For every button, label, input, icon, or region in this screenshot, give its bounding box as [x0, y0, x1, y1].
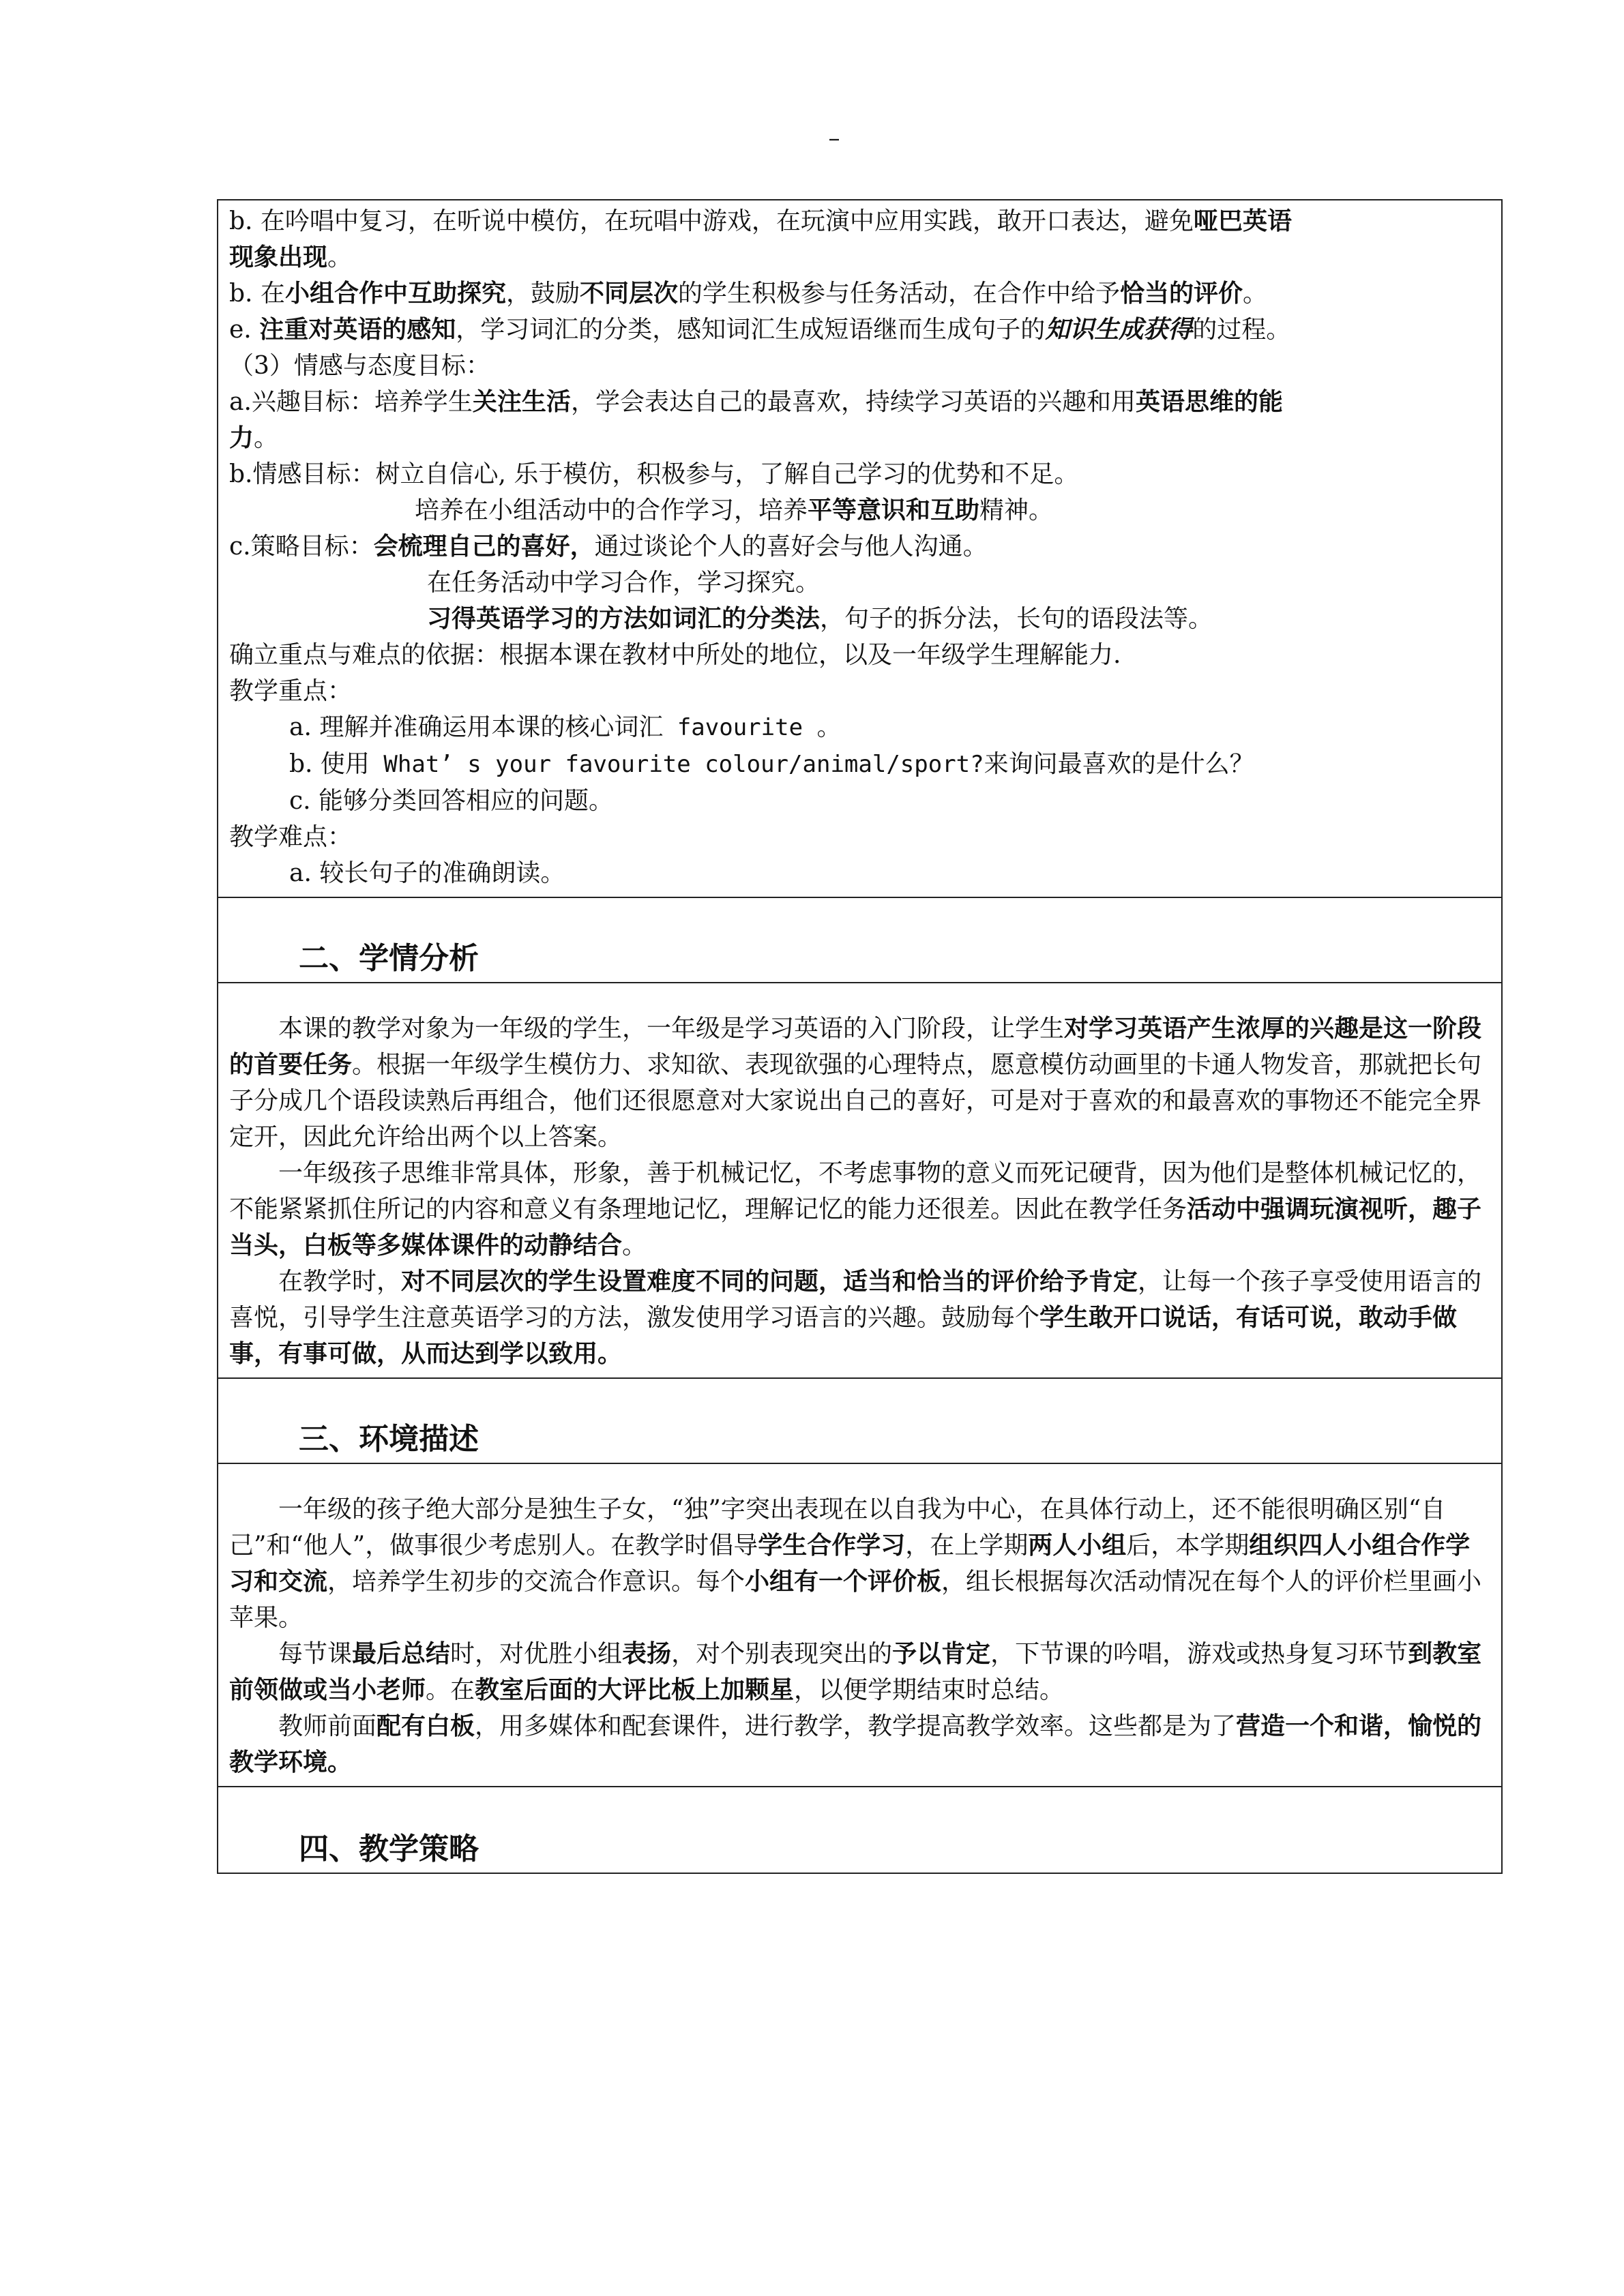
- bold-text: 不同层次: [579, 279, 678, 308]
- paragraph: [229, 1708, 1490, 1780]
- key-point-a: [229, 709, 1490, 746]
- difficult-points-title: 教学难点：: [229, 823, 353, 851]
- text: ，用多媒体和配套课件，进行教学，教学提高教学效率。这些都是为了: [475, 1712, 1237, 1740]
- key-point-c: c. 能够分类回答相应的问题。: [289, 787, 614, 815]
- bold-text: 小组有一个评价板: [745, 1567, 942, 1596]
- paragraph: [229, 1011, 1490, 1155]
- text: 教师前面: [278, 1712, 377, 1740]
- environment-cell: [218, 1464, 1501, 1787]
- text: ，培养学生初步的交流合作意识。每个: [327, 1568, 745, 1596]
- paragraph: [229, 1264, 1490, 1372]
- difficult-point-a: a. 较长句子的准确朗读。: [289, 859, 565, 887]
- bold-text: 教室后面的大评比板上加颗星: [475, 1675, 795, 1704]
- bold-text: 注重对英语的感知: [259, 315, 456, 344]
- text: 。: [1243, 280, 1268, 308]
- bold-text: 学生敢开口说话，有话可说，敢动手做事，有事可做，从而达到学以致用。: [229, 1303, 1458, 1368]
- text: 。: [254, 424, 279, 452]
- student-analysis-cell: [218, 983, 1501, 1379]
- text: 来询问最喜欢的是什么？: [984, 750, 1254, 778]
- text: ，鼓励: [505, 280, 580, 308]
- key-point-b: [229, 746, 1490, 783]
- bold-text: 两人小组: [1028, 1531, 1127, 1560]
- bold-text: 营造一个和谐，愉悦的教学环境。: [229, 1712, 1482, 1776]
- objective-line-e: [229, 312, 1490, 348]
- text: a. 理解并准确运用本课的核心词汇: [289, 713, 664, 741]
- text: 培养在小组活动中的合作学习，培养: [415, 496, 808, 524]
- text: e.: [229, 316, 260, 344]
- text: 本课的教学对象为一年级的学生，一年级是学习英语的入门阶段，让学生: [278, 1015, 1065, 1043]
- basis-line: 确立重点与难点的依据：根据本课在教材中所处的地位，以及一年级学生理解能力.: [229, 641, 1121, 669]
- bold-text: 组织四人小组合作学习和交流: [229, 1531, 1471, 1596]
- text: 一年级的孩子绝大部分是独生子女，“独”字突出表现在以自我为中心，在具体行动上，还不能很明确区别“自己”和“他人”，做事很少考虑别人。在教学时倡导: [229, 1495, 1446, 1560]
- bold-text: 活动中强调玩演视听，趣子当头，白板等多媒体课件的动静结合: [229, 1195, 1482, 1259]
- text: b. 使用: [289, 750, 370, 778]
- bold-text: 对学习英语产生浓厚的兴趣是这一阶段的首要任务: [229, 1014, 1482, 1079]
- text: 一年级孩子思维非常具体，形象，善于机械记忆，不考虑事物的意义而死记硬背，因为他们是整体机械记忆的，不能紧紧抓住所记的内容和意义有条理地记忆，理解记忆的能力还很差。因此在教学任务: [229, 1159, 1482, 1223]
- strategy-goal-2: 在任务活动中学习合作，学习探究。: [427, 569, 821, 597]
- text: 。: [327, 243, 353, 271]
- text: 后，本学期: [1126, 1532, 1250, 1560]
- bold-text: 到教室前领做或当小老师: [229, 1639, 1482, 1704]
- strategy-goal-3: [229, 601, 1490, 637]
- text: c.策略目标：: [229, 533, 374, 561]
- section-heading: 四、教学策略: [299, 1832, 479, 1866]
- paragraph: [229, 1155, 1490, 1264]
- section-heading-row: [218, 898, 1501, 983]
- bold-text: 英语思维的能: [1135, 387, 1283, 416]
- bold-text: 表扬: [622, 1639, 672, 1668]
- bold-text: 关注生活: [472, 387, 571, 416]
- text: 的学生积极参与任务活动，在合作中给予: [677, 280, 1120, 308]
- text: 通过谈论个人的喜好会与他人沟通。: [594, 533, 988, 561]
- section-heading-row: [218, 1787, 1501, 1873]
- text: 。根据一年级学生模仿力、求知欲、表现欲强的心理特点，愿意模仿动画里的卡通人物发音，那就把长句子分成几个语段读熟后再组合，他们还很愿意对大家说出自己的喜好，可是对于喜欢的和最喜欢的事物还不能完全界定开，因此允许给出两个以上答案。: [229, 1051, 1482, 1151]
- page-header-mark: –: [828, 125, 840, 152]
- text: ，句子的拆分法，长句的语段法等。: [820, 605, 1213, 633]
- bold-text: 恰当的评价: [1120, 279, 1243, 308]
- emotion-goal: b.情感目标：树立自信心, 乐于模仿，积极参与，了解自己学习的优势和不足。: [229, 460, 1079, 488]
- mono-text: favourite: [663, 714, 817, 741]
- text: ，以便学期结束时总结。: [794, 1676, 1065, 1704]
- bold-italic-text: 知识生成获得: [1045, 315, 1193, 344]
- objectives-cell: [218, 200, 1501, 898]
- text: 每节课: [278, 1640, 353, 1668]
- text: 在教学时，: [278, 1268, 402, 1296]
- text: 的过程。: [1192, 316, 1291, 344]
- text: 。: [816, 713, 842, 741]
- section-heading-row: [218, 1379, 1501, 1464]
- text: a.兴趣目标：培养学生: [229, 388, 473, 416]
- bold-text: 小组合作中互助探究: [284, 279, 506, 308]
- strategy-goal: [229, 528, 1490, 565]
- bold-text: 学生合作学习: [758, 1531, 906, 1560]
- lesson-plan-table: [217, 199, 1503, 1874]
- bold-text: 配有白板: [377, 1712, 475, 1740]
- bold-text: 对不同层次的学生设置难度不同的问题，适当和恰当的评价给予肯定: [401, 1267, 1138, 1296]
- mono-text: What’ s your favourite colour/animal/sport?: [369, 751, 984, 778]
- text: ，学习词汇的分类，感知词汇生成短语继而生成句子的: [456, 316, 1046, 344]
- bold-text: 予以肯定: [892, 1639, 991, 1668]
- section-heading: 三、环境描述: [299, 1422, 479, 1457]
- section-heading: 二、学情分析: [299, 941, 479, 976]
- bold-text: 会梳理自己的喜好，: [373, 532, 595, 561]
- paragraph: [229, 1491, 1490, 1636]
- text: b. 在吟唱中复习，在听说中模仿，在玩唱中游戏，在玩演中应用实践，敢开口表达，避免: [229, 207, 1194, 235]
- interest-goal-cont: [229, 420, 1490, 456]
- bold-text: 力: [229, 423, 254, 452]
- emotion-title: （3）情感与态度目标：: [229, 352, 490, 380]
- objective-line-b2: [229, 275, 1490, 312]
- bold-text: 现象出现: [229, 243, 328, 271]
- emotion-goal-2: [229, 492, 1490, 528]
- objective-line-b1: [229, 203, 1490, 239]
- text: ，在上学期: [905, 1532, 1029, 1560]
- bold-text: 哑巴英语: [1193, 207, 1292, 235]
- text: ，下节课的吟唱，游戏或热身复习环节: [990, 1640, 1408, 1668]
- text: ，让每一个孩子享受使用语言的喜悦，引导学生注意英语学习的方法，激发使用学习语言的兴趣。鼓励每个: [229, 1268, 1482, 1332]
- text: 。: [622, 1232, 647, 1259]
- text: 时，对优胜小组: [450, 1640, 623, 1668]
- key-points-title: 教学重点：: [229, 677, 353, 705]
- interest-goal: [229, 384, 1490, 420]
- text: 。在: [426, 1676, 475, 1704]
- text: ，对个别表现突出的: [671, 1640, 893, 1668]
- paragraph: [229, 1636, 1490, 1708]
- text: b. 在: [229, 280, 285, 308]
- bold-text: 最后总结: [352, 1639, 451, 1668]
- text: 精神。: [979, 496, 1054, 524]
- text: ，学会表达自己的最喜欢，持续学习英语的兴趣和用: [570, 388, 1136, 416]
- bold-text: 习得英语学习的方法如词汇的分类法: [427, 604, 821, 633]
- text: ，组长根据每次活动情况在每个人的评价栏里画小苹果。: [229, 1568, 1482, 1632]
- bold-text: 平等意识和互助: [808, 496, 980, 524]
- objective-line-b1-cont: [229, 239, 1490, 275]
